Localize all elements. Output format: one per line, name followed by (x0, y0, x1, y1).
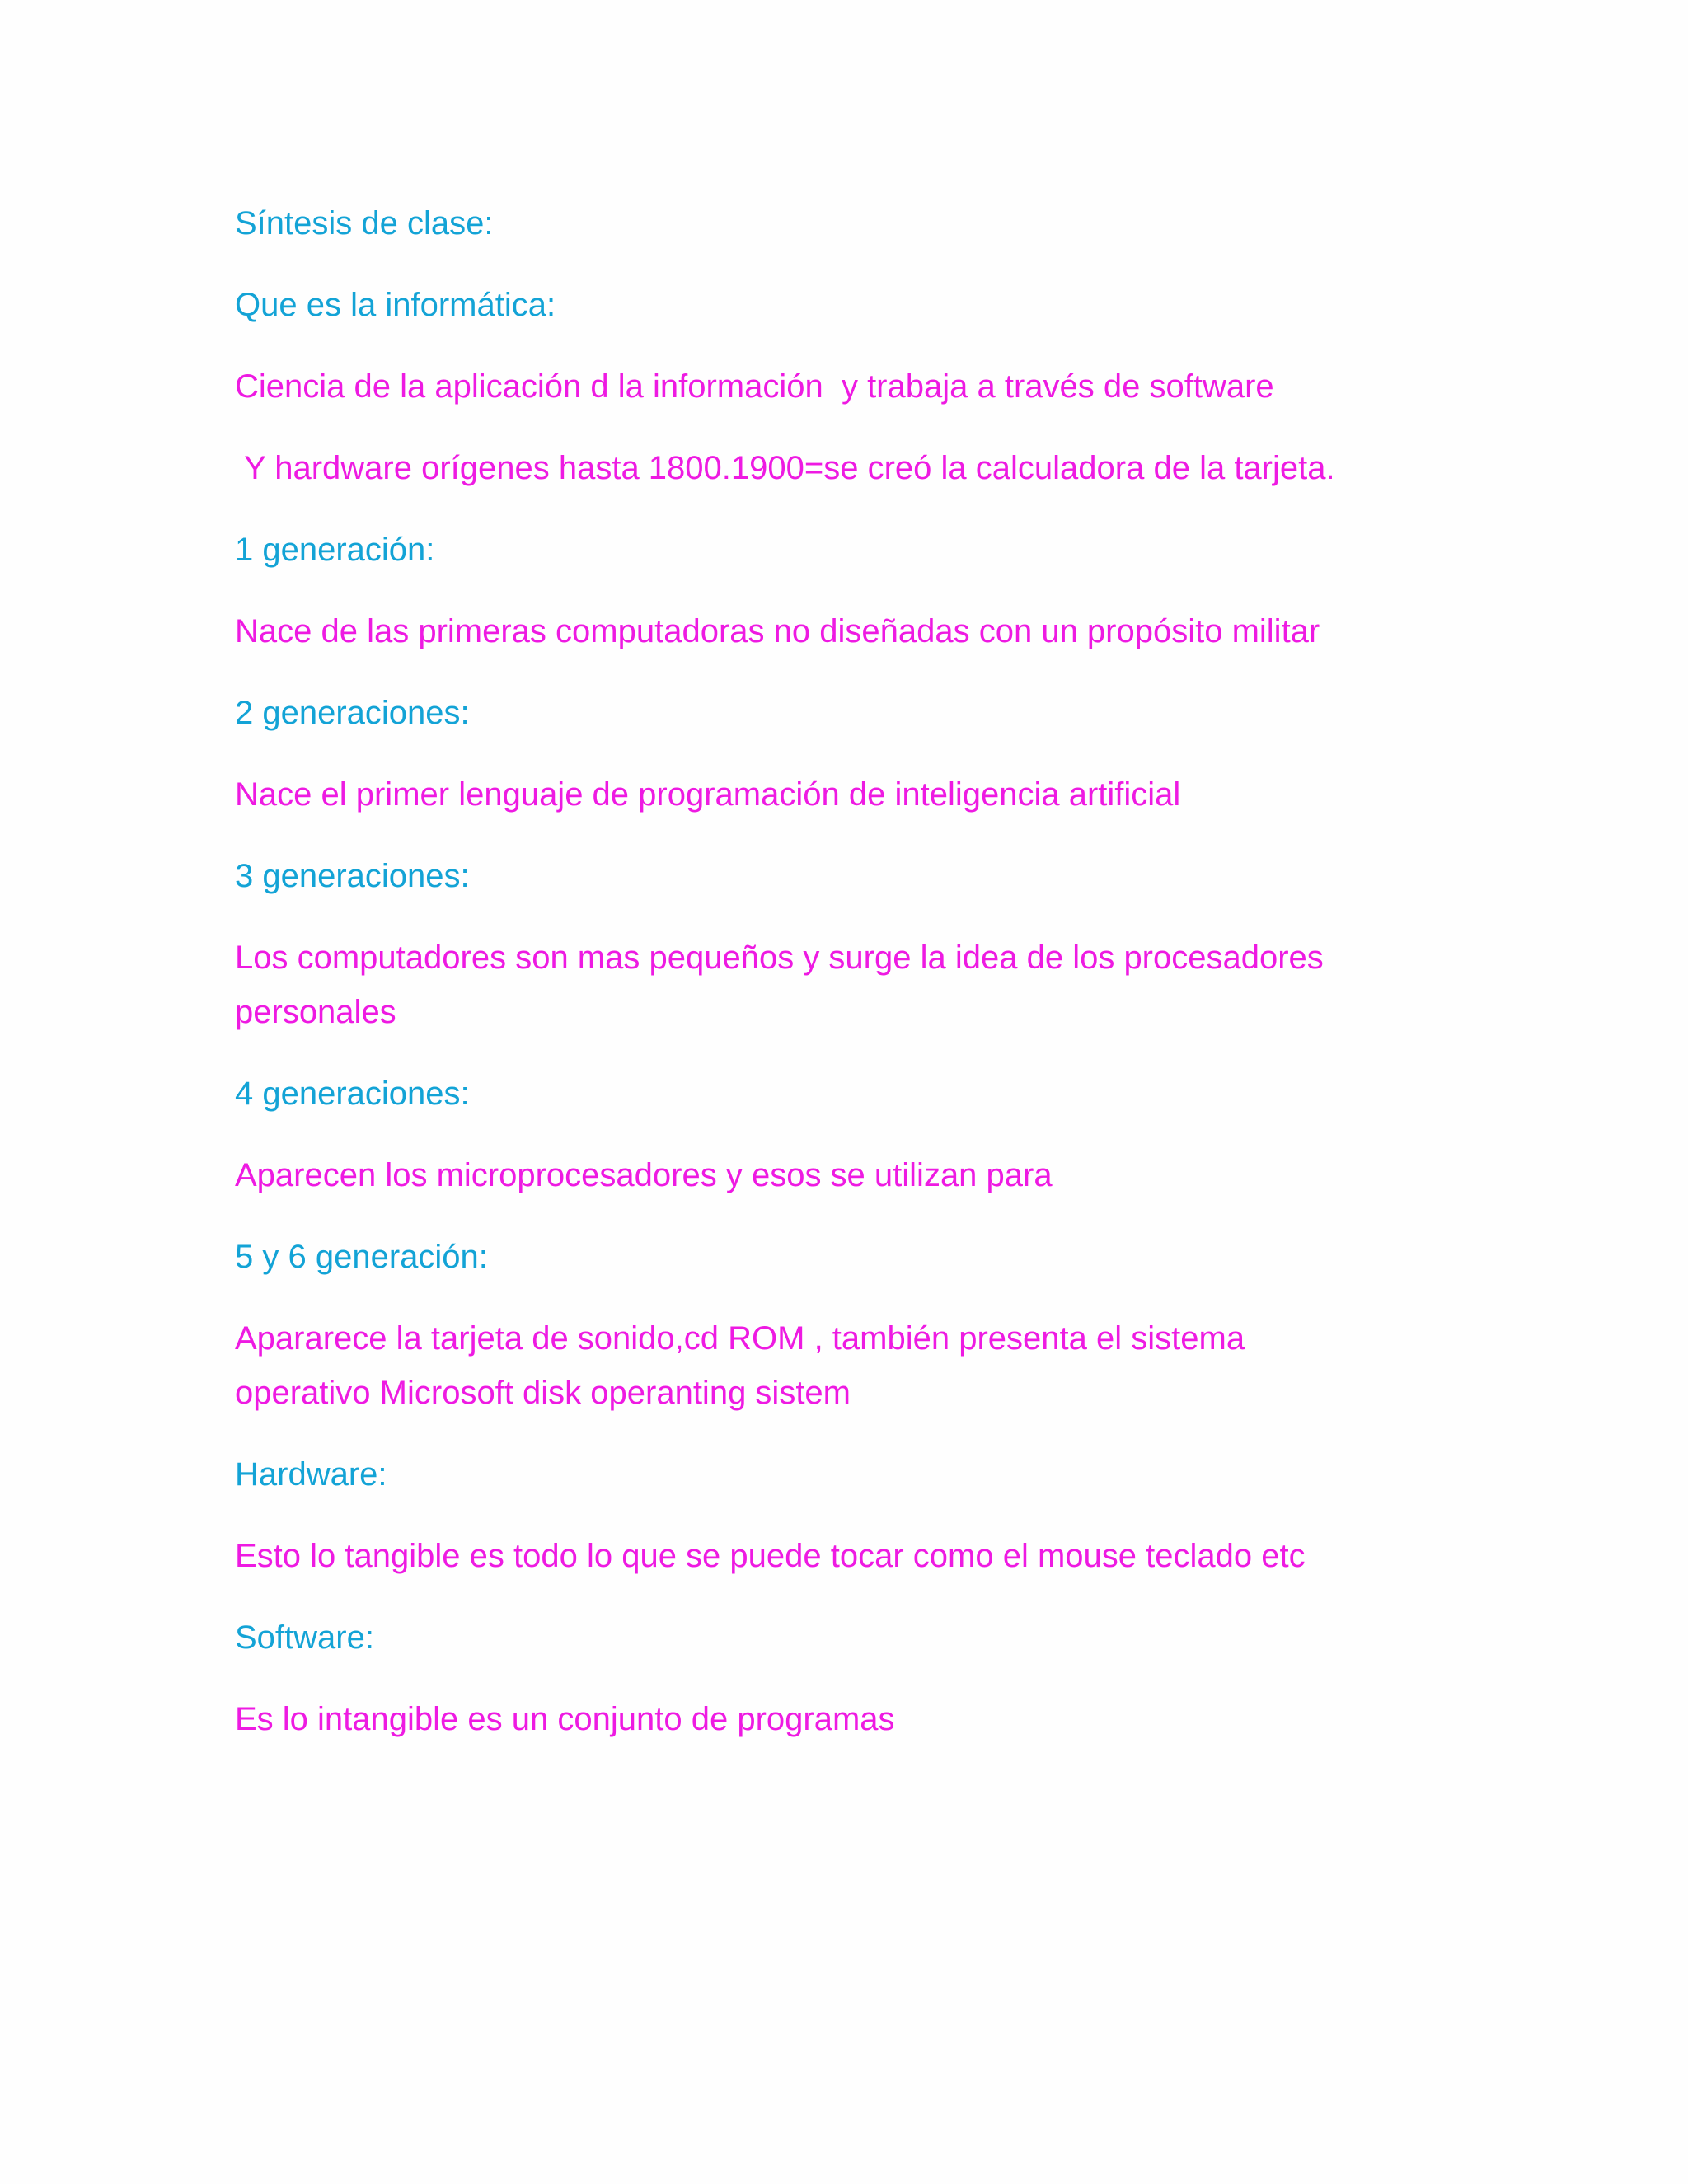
section-heading-hardware: Hardware: (235, 1456, 387, 1493)
paragraph-informatica-2: Y hardware orígenes hasta 1800.1900=se creó la calculadora de la tarjeta. (235, 450, 1335, 486)
section-heading-sintesis: Síntesis de clase: (235, 205, 494, 241)
paragraph-informatica-1: Ciencia de la aplicación d la información y trabaja a través de software (235, 368, 1274, 405)
paragraph-software: Es lo intangible es un conjunto de programas (235, 1701, 895, 1737)
section-heading-generacion-5-6: 5 y 6 generación: (235, 1239, 488, 1275)
paragraph-generacion-1: Nace de las primeras computadoras no diseñadas con un propósito militar (235, 613, 1320, 649)
section-heading-informatica: Que es la informática: (235, 287, 556, 323)
paragraph-generacion-3: Los computadores son mas pequeños y surge la idea de los procesadores personales (235, 940, 1324, 1030)
document-body (235, 196, 1521, 1774)
paragraph-generacion-2: Nace el primer lenguaje de programación de inteligencia artificial (235, 776, 1181, 813)
paragraph-generacion-4: Aparecen los microprocesadores y esos se utilizan para (235, 1157, 1053, 1193)
section-heading-generacion-4: 4 generaciones: (235, 1076, 470, 1112)
paragraph-generacion-5-6: Apararece la tarjeta de sonido,cd ROM , también presenta el sistema operativo Microsoft disk operanting sistem (235, 1320, 1245, 1411)
section-heading-generacion-1: 1 generación: (235, 532, 435, 568)
section-heading-software: Software: (235, 1619, 374, 1656)
paragraph-hardware: Esto lo tangible es todo lo que se puede tocar como el mouse teclado etc (235, 1538, 1306, 1574)
section-heading-generacion-3: 3 generaciones: (235, 858, 470, 894)
section-heading-generacion-2: 2 generaciones: (235, 695, 470, 731)
